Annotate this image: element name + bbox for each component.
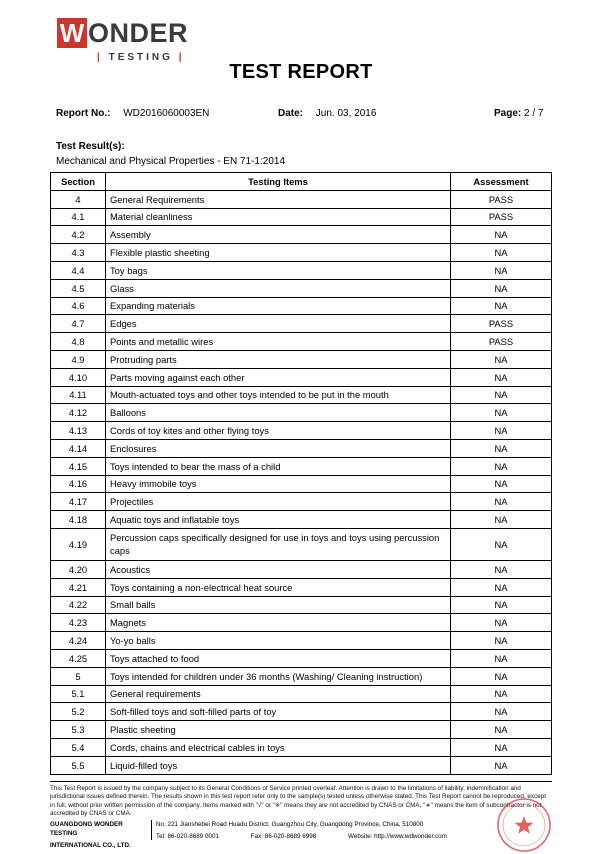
company-name-line2: INTERNATIONAL CO., LTD.: [50, 842, 131, 849]
cell-section: 4.5: [51, 279, 106, 297]
table-row: [51, 368, 552, 386]
cell-section: 4.6: [51, 297, 106, 315]
cell-section: 4.4: [51, 261, 106, 279]
table-row: [51, 190, 552, 208]
cell-section: 5.2: [51, 703, 106, 721]
table-row: [51, 596, 552, 614]
cell-testing-item: Flexible plastic sheeting: [106, 244, 451, 262]
cell-testing-item: Heavy immobile toys: [106, 475, 451, 493]
cell-testing-item: Yo-yo balls: [106, 632, 451, 650]
company-logo: [57, 18, 197, 64]
table-row: [51, 261, 552, 279]
cell-section: 4.2: [51, 226, 106, 244]
cell-testing-item: Expanding materials: [106, 297, 451, 315]
page-title: TEST REPORT: [229, 61, 373, 83]
cell-assessment: NA: [451, 703, 552, 721]
cell-assessment: NA: [451, 528, 552, 560]
company-contacts: [156, 832, 552, 841]
cell-assessment: PASS: [451, 315, 552, 333]
cell-assessment: PASS: [451, 333, 552, 351]
cell-section: 4.9: [51, 350, 106, 368]
cell-assessment: NA: [451, 226, 552, 244]
report-number-value: WD2016060003EN: [123, 108, 210, 119]
results-table: [50, 172, 552, 775]
footer-divider: [50, 781, 552, 782]
cell-testing-item: Aquatic toys and inflatable toys: [106, 511, 451, 529]
cell-assessment: NA: [451, 422, 552, 440]
table-row: [51, 632, 552, 650]
cell-section: 4.20: [51, 560, 106, 578]
table-row: [51, 578, 552, 596]
company-name: [50, 820, 150, 850]
cell-section: 4.16: [51, 475, 106, 493]
cell-section: 4.12: [51, 404, 106, 422]
cell-testing-item: Soft-filled toys and soft-filled parts of toy: [106, 703, 451, 721]
cell-assessment: NA: [451, 261, 552, 279]
cell-assessment: NA: [451, 685, 552, 703]
cell-section: 4.23: [51, 614, 106, 632]
table-row: [51, 226, 552, 244]
table-row: [51, 386, 552, 404]
cell-assessment: NA: [451, 596, 552, 614]
cell-assessment: NA: [451, 632, 552, 650]
cell-testing-item: Mouth-actuated toys and other toys intended to be put in the mouth: [106, 386, 451, 404]
table-row: [51, 422, 552, 440]
table-row: [51, 511, 552, 529]
cell-assessment: NA: [451, 368, 552, 386]
table-row: [51, 333, 552, 351]
cell-assessment: NA: [451, 560, 552, 578]
results-table-body: [51, 190, 552, 774]
cell-testing-item: Edges: [106, 315, 451, 333]
footer-column-divider: [151, 820, 152, 840]
cell-assessment: NA: [451, 386, 552, 404]
company-tel: Tel: 86-020-8689 0001: [156, 833, 220, 840]
table-row: [51, 350, 552, 368]
cell-assessment: PASS: [451, 208, 552, 226]
results-heading: Test Result(s):: [56, 141, 125, 152]
column-header-section: Section: [51, 173, 106, 191]
cell-testing-item: General Requirements: [106, 190, 451, 208]
cell-assessment: NA: [451, 649, 552, 667]
cell-section: 5.1: [51, 685, 106, 703]
cell-testing-item: Cords, chains and electrical cables in toys: [106, 738, 451, 756]
cell-testing-item: Points and metallic wires: [106, 333, 451, 351]
table-row: [51, 315, 552, 333]
table-row: [51, 703, 552, 721]
cell-section: 4.13: [51, 422, 106, 440]
cell-assessment: NA: [451, 756, 552, 774]
table-row: [51, 738, 552, 756]
cell-assessment: NA: [451, 475, 552, 493]
report-date-value: Jun. 03, 2016: [315, 108, 377, 119]
cell-assessment: NA: [451, 667, 552, 685]
cell-assessment: NA: [451, 439, 552, 457]
table-row: [51, 475, 552, 493]
cell-testing-item: Percussion caps specifically designed for use in toys and toys using percussion caps: [106, 528, 451, 560]
table-row: [51, 297, 552, 315]
cell-testing-item: Protruding parts: [106, 350, 451, 368]
cell-assessment: NA: [451, 614, 552, 632]
report-number: [56, 108, 209, 119]
cell-assessment: NA: [451, 404, 552, 422]
cell-assessment: NA: [451, 457, 552, 475]
logo-subtitle: | TESTING |: [97, 52, 185, 63]
cell-section: 5: [51, 667, 106, 685]
company-seal-stamp: [496, 797, 552, 853]
cell-testing-item: Toys containing a non-electrical heat source: [106, 578, 451, 596]
table-row: [51, 667, 552, 685]
column-header-testing-items: Testing Items: [106, 173, 451, 191]
cell-section: 4.11: [51, 386, 106, 404]
cell-testing-item: Toys attached to food: [106, 649, 451, 667]
page-number: [494, 108, 543, 119]
cell-section: 4.15: [51, 457, 106, 475]
table-row: [51, 208, 552, 226]
cell-assessment: NA: [451, 297, 552, 315]
cell-section: 5.4: [51, 738, 106, 756]
cell-section: 4.10: [51, 368, 106, 386]
cell-testing-item: Enclosures: [106, 439, 451, 457]
cell-section: 4.17: [51, 493, 106, 511]
cell-testing-item: Balloons: [106, 404, 451, 422]
company-fax: Fax: 86-020-8689 6998: [250, 833, 317, 840]
table-row: [51, 439, 552, 457]
table-row: [51, 279, 552, 297]
logo-word: ONDER: [88, 18, 189, 48]
table-row: [51, 493, 552, 511]
cell-section: 4: [51, 190, 106, 208]
cell-testing-item: Acoustics: [106, 560, 451, 578]
cell-section: 4.18: [51, 511, 106, 529]
table-row: [51, 649, 552, 667]
cell-testing-item: Plastic sheeting: [106, 721, 451, 739]
cell-assessment: NA: [451, 738, 552, 756]
cell-assessment: PASS: [451, 190, 552, 208]
table-row: [51, 560, 552, 578]
cell-assessment: NA: [451, 721, 552, 739]
cell-testing-item: Magnets: [106, 614, 451, 632]
cell-section: 4.19: [51, 528, 106, 560]
cell-section: 4.7: [51, 315, 106, 333]
cell-testing-item: Cords of toy kites and other flying toys: [106, 422, 451, 440]
footer-disclaimer: This Test Report is issued by the company subject to its General Conditions of Service printed overleaf. Attention is drawn to the limitations of liability, indemnification and jurisdictional issues defined therein. The results shown in this test report refer only to the sample(s) tested unless otherwise stated. This Test Report cannot be reproduced, except in full, without prior written permission of the company. Items marked with "√" or "※" means they are not accredited by CNAS or CMA, "∗" means the item of subcontractor is not accredited by CNAS or CMA.: [50, 785, 546, 818]
table-row: [51, 404, 552, 422]
page-number-value: 2 / 7: [524, 108, 544, 119]
report-number-label: Report No.:: [56, 108, 111, 119]
cell-assessment: NA: [451, 350, 552, 368]
cell-section: 4.1: [51, 208, 106, 226]
cell-testing-item: Toy bags: [106, 261, 451, 279]
table-header-row: [51, 173, 552, 191]
cell-section: 4.25: [51, 649, 106, 667]
company-name-line1: GUANGDONG WONDER TESTING: [50, 821, 123, 837]
cell-section: 5.3: [51, 721, 106, 739]
cell-testing-item: Toys intended to bear the mass of a child: [106, 457, 451, 475]
cell-section: 4.21: [51, 578, 106, 596]
cell-assessment: NA: [451, 493, 552, 511]
cell-testing-item: Material cleanliness: [106, 208, 451, 226]
report-date-label: Date:: [278, 108, 304, 119]
table-row: [51, 614, 552, 632]
cell-section: 4.24: [51, 632, 106, 650]
logo-letter: W: [57, 18, 87, 48]
results-subheading: Mechanical and Physical Properties - EN 71-1:2014: [56, 156, 286, 167]
table-row: [51, 756, 552, 774]
company-website[interactable]: Website: http://www.wdwonder.com: [348, 833, 447, 840]
cell-testing-item: Projectiles: [106, 493, 451, 511]
company-address: No. 221 Jianshebei Road Huadu District, Guangzhou City, Guangdong Province, China, 510800: [156, 821, 424, 828]
table-row: [51, 528, 552, 560]
cell-section: 4.3: [51, 244, 106, 262]
report-date: [278, 108, 376, 119]
cell-testing-item: Toys intended for children under 36 months (Washing/ Cleaning instruction): [106, 667, 451, 685]
cell-testing-item: General requirements: [106, 685, 451, 703]
cell-testing-item: Liquid-filled toys: [106, 756, 451, 774]
cell-assessment: NA: [451, 244, 552, 262]
logo-subtitle-text: TESTING: [108, 52, 173, 63]
cell-assessment: NA: [451, 578, 552, 596]
cell-section: 4.22: [51, 596, 106, 614]
cell-testing-item: Small balls: [106, 596, 451, 614]
cell-assessment: NA: [451, 511, 552, 529]
cell-section: 4.8: [51, 333, 106, 351]
cell-testing-item: Glass: [106, 279, 451, 297]
cell-section: 5.5: [51, 756, 106, 774]
cell-section: 4.14: [51, 439, 106, 457]
cell-assessment: NA: [451, 279, 552, 297]
table-row: [51, 457, 552, 475]
table-row: [51, 685, 552, 703]
logo-wordmark: [57, 18, 188, 48]
table-row: [51, 244, 552, 262]
cell-testing-item: Assembly: [106, 226, 451, 244]
cell-testing-item: Parts moving against each other: [106, 368, 451, 386]
table-row: [51, 721, 552, 739]
page-number-label: Page:: [494, 108, 522, 119]
column-header-assessment: Assessment: [451, 173, 552, 191]
